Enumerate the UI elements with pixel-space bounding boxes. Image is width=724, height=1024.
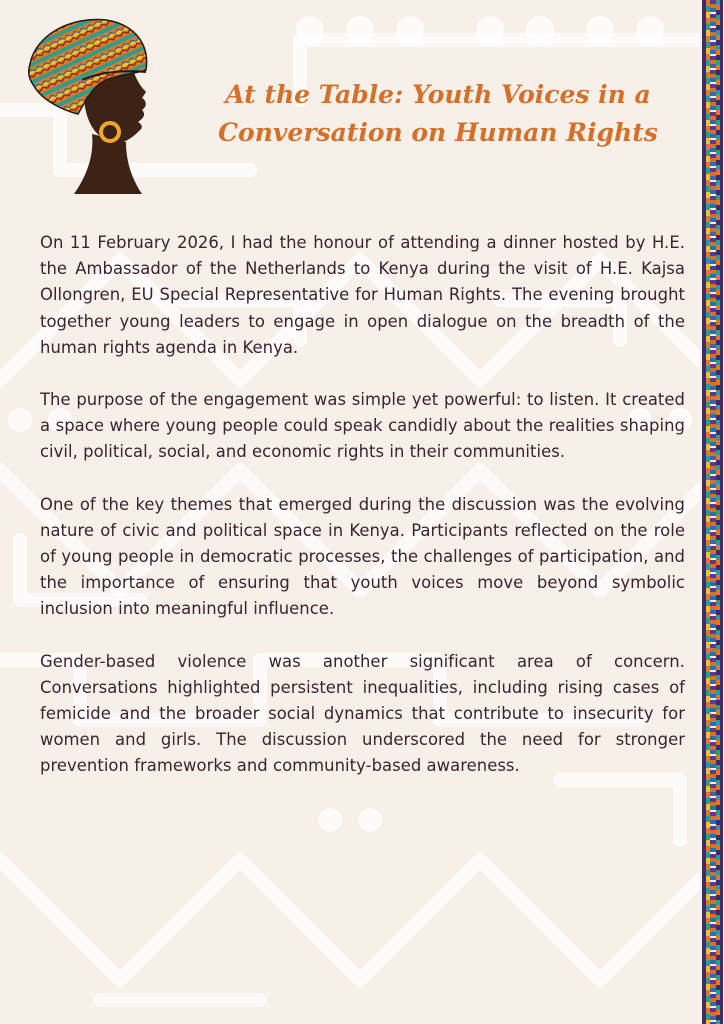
african-woman-headwrap-icon — [22, 14, 174, 204]
paragraph: The purpose of the engagement was simple yet powerful: to listen. It created a space where young people could speak candidly about the realities shaping civil, political, social, and economic rights in their communities. — [40, 390, 685, 462]
title-line-2: Conversation on Human Rights — [218, 118, 658, 147]
paragraph: On 11 February 2026, I had the honour of attending a dinner hosted by H.E. the Ambassador of the Netherlands to Kenya during the visit of H.E. Kajsa Ollongren, EU Special Representative for Human Rights. The evening brought together young leaders to engage in open dialogue on the breadth of the human rights agenda in Kenya. — [40, 233, 685, 357]
article-title — [188, 76, 688, 152]
article-body — [40, 230, 685, 806]
paragraph: One of the key themes that emerged during the discussion was the evolving nature of civic and political space in Kenya. Participants reflected on the role of young people in democratic processes, the challenges of participation, and the importance of ensuring that youth voices move beyond symbolic inclusion into meaningful influence. — [40, 494, 685, 619]
paragraph: Gender-based violence was another significant area of concern. Conversations highlighted persistent inequalities, including rising cases of femicide and the broader social dynamics that contribute to insecurity for women and girls. The discussion underscored the need for stronger prevention frameworks and community-based awareness. — [40, 651, 685, 776]
decorative-border — [700, 0, 724, 1024]
title-line-1: At the Table: Youth Voices in a — [225, 80, 651, 109]
